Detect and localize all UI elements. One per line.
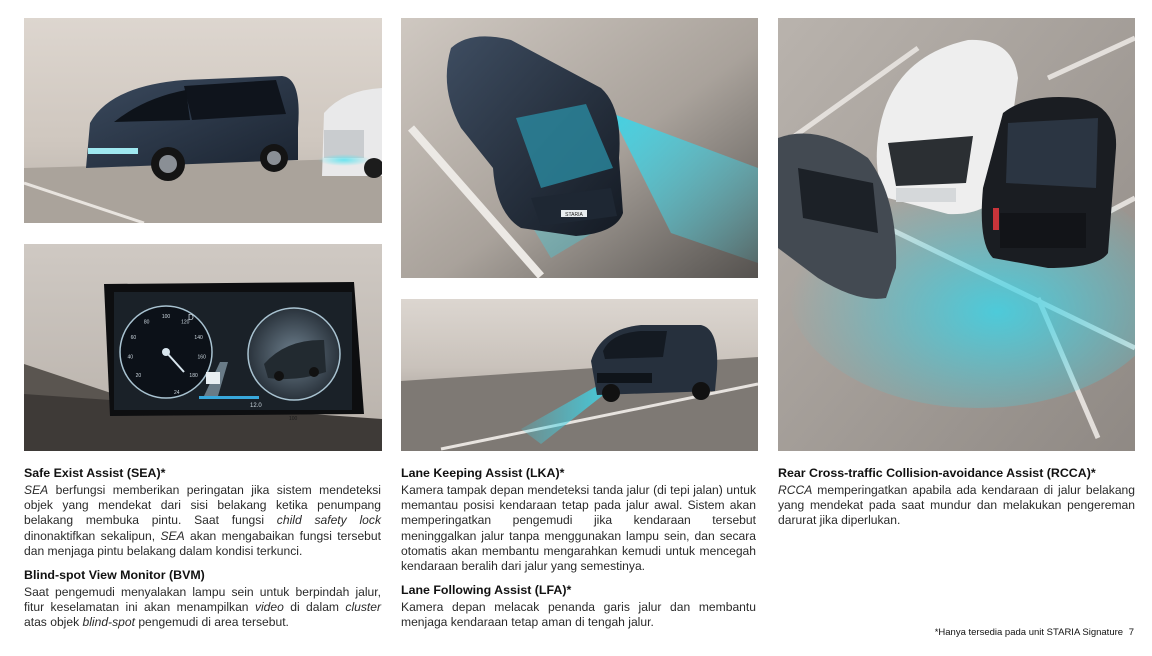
italic-term: cluster	[345, 600, 382, 615]
bvm-photo	[24, 244, 382, 451]
text-segment: dinonaktifkan sekalipun,	[24, 528, 161, 543]
speed-tick-label: 140	[194, 334, 203, 341]
text-segment: akan mengabaikan fungsi tersebut dan menjaga pintu belakang dalam kondisi terkunci.	[24, 528, 381, 558]
italic-term: SEA	[160, 528, 185, 543]
sea-title: Safe Exist Assist (SEA)*	[24, 466, 166, 480]
text-segment: atas objek	[24, 615, 83, 630]
italic-term: blind-spot	[82, 615, 135, 630]
text-segment: di dalam	[283, 600, 346, 615]
gear-indicator: D	[188, 313, 194, 322]
sea-section	[24, 465, 381, 559]
italic-term: video	[254, 600, 284, 615]
lka-photo	[401, 18, 758, 278]
lka-body	[401, 483, 756, 574]
trip-readout: 100	[289, 416, 298, 422]
text-segment: Saat pengemudi menyalakan lampu sein untuk berpindah jalur, fitur keselamatan ini akan menampilkan	[24, 585, 381, 615]
text-segment: pengemudi di area tersebut.	[134, 615, 289, 630]
speed-tick-label: 20	[135, 373, 142, 380]
black-van	[982, 97, 1116, 268]
text-segment: Kamera tampak depan mendeteksi tanda jalur (di tepi jalan) untuk memantau posisi kendaraan tetap pada jalur awal. Sistem akan memperingatkan pengemudi jika kendaraan tersebut meninggalkan jalur tanpa menggunakan lampu sein, dan secara otomatis akan membantu mengarahkan kemudi untuk mencegah kendaraan beralih dari jalur yang semestinya.	[401, 483, 756, 574]
sea-photo	[24, 18, 382, 223]
speed-tick-label: 120	[181, 319, 190, 326]
speed-tick-label: 180	[189, 373, 198, 380]
footnote	[935, 627, 1134, 638]
italic-term: child safety lock	[276, 513, 381, 528]
sea-body	[24, 483, 381, 559]
temp-readout: 24	[174, 390, 180, 396]
bvm-body	[24, 585, 381, 631]
lfa-body	[401, 600, 756, 630]
lfa-section	[401, 582, 756, 630]
lka-section	[401, 465, 756, 574]
text-segment: Kamera depan melacak penanda garis jalur dan membantu menjaga kendaraan tetap aman di tengah jalur.	[401, 600, 756, 630]
blind-spot-camera-view	[248, 308, 340, 400]
rcca-title: Rear Cross-traffic Collision-avoidance Assist (RCCA)*	[778, 466, 1096, 480]
lfa-title: Lane Following Assist (LFA)*	[401, 583, 572, 597]
lka-plate: STARIA	[565, 212, 583, 218]
rcca-section	[778, 465, 1135, 529]
rcca-photo	[778, 18, 1135, 451]
italic-term: RCCA	[778, 483, 813, 497]
speed-tick-label: 80	[143, 319, 150, 326]
lka-title: Lane Keeping Assist (LKA)*	[401, 466, 565, 480]
text-segment: memperingatkan apabila ada kendaraan di jalur belakang yang mendekat pada saat mundur dan melakukan pengereman darurat jika diperlukan.	[778, 483, 1135, 528]
speed-tick-label: 100	[161, 314, 171, 320]
speed-tick-label: 60	[130, 334, 137, 341]
speed-tick-label: 40	[127, 354, 134, 361]
lfa-photo	[401, 299, 758, 451]
distance-readout: 12.0	[250, 403, 262, 409]
italic-term: SEA	[24, 483, 49, 497]
speedometer	[120, 306, 212, 398]
page-number: 7	[1128, 627, 1134, 638]
bvm-section	[24, 567, 381, 631]
bvm-title: Blind-spot View Monitor (BVM)	[24, 568, 205, 582]
rcca-body	[778, 483, 1135, 529]
footnote-text: *Hanya tersedia pada unit STARIA Signature	[934, 627, 1124, 638]
text-segment: berfungsi memberikan peringatan jika sistem mendeteksi objek yang mendekat dari sisi belakang ketika penumpang belakang membuka pintu. Saat fungsi	[24, 483, 381, 528]
lfa-van	[591, 325, 717, 402]
speed-tick-label: 160	[197, 354, 206, 361]
